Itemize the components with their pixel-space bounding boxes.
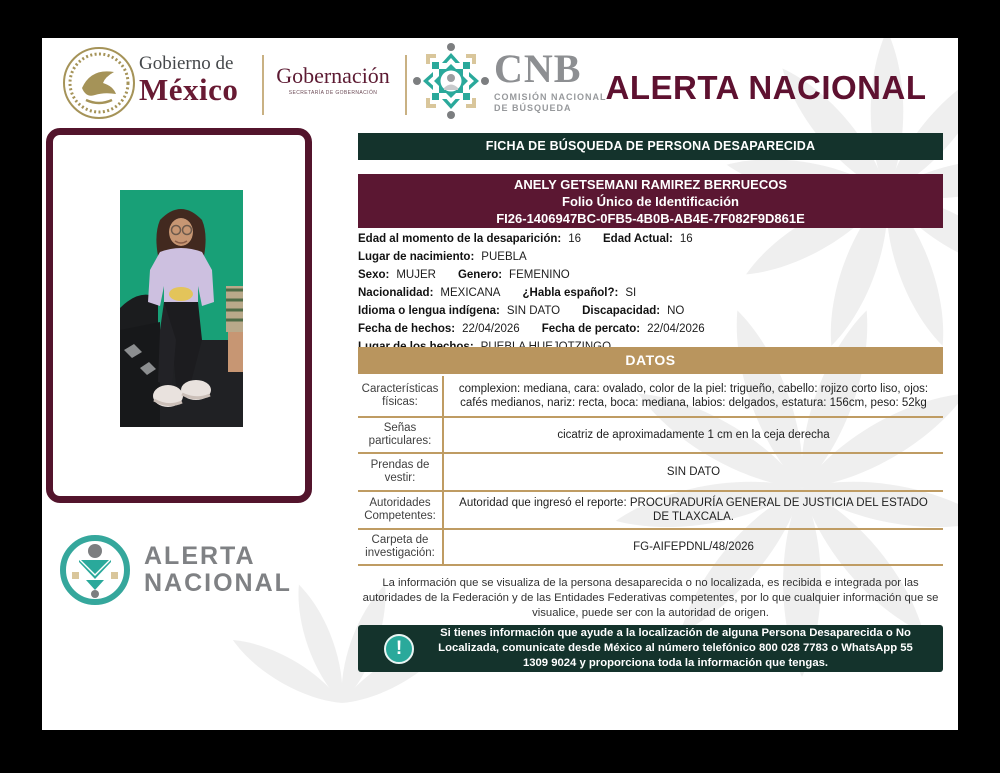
exclamation-icon: ! bbox=[384, 634, 414, 664]
folio-label: Folio Único de Identificación bbox=[562, 194, 739, 209]
field-label: Fecha de percato: bbox=[541, 323, 641, 335]
field-label: Nacionalidad: bbox=[358, 287, 434, 299]
row-label: Señas particulares: bbox=[358, 418, 444, 452]
field-label: Edad al momento de la desaparición: bbox=[358, 233, 562, 245]
field-label: Edad Actual: bbox=[603, 233, 673, 245]
table-row bbox=[358, 376, 943, 416]
field-label: Sexo: bbox=[358, 269, 390, 281]
field-value: NO bbox=[667, 305, 685, 317]
field-idioma bbox=[358, 302, 943, 320]
gobierno-line2: México bbox=[139, 72, 239, 107]
field-value: 16 bbox=[568, 233, 582, 245]
row-value: SIN DATO bbox=[666, 466, 721, 478]
field-sexo-genero bbox=[358, 266, 943, 284]
row-value: FG-AIFEPDNL/48/2026 bbox=[633, 541, 754, 553]
field-edad bbox=[358, 230, 943, 248]
field-label: Lugar de nacimiento: bbox=[358, 251, 475, 263]
ficha-banner: FICHA DE BÚSQUEDA DE PERSONA DESAPARECIDA bbox=[358, 133, 943, 160]
table-row bbox=[358, 528, 943, 564]
row-label: Características físicas: bbox=[358, 376, 444, 416]
field-fechas bbox=[358, 320, 943, 338]
field-nacimiento bbox=[358, 248, 943, 266]
row-label: Prendas de vestir: bbox=[358, 454, 444, 490]
person-name: ANELY GETSEMANI RAMIREZ BERRUECOS bbox=[513, 177, 788, 192]
gobierno-de-mexico-wordmark bbox=[139, 53, 238, 106]
row-label: Carpeta de investigación: bbox=[358, 530, 444, 564]
alerta-nacional-wordmark bbox=[144, 543, 314, 597]
field-value: MEXICANA bbox=[440, 287, 501, 299]
field-value: SIN DATO bbox=[506, 305, 561, 317]
field-value: 16 bbox=[679, 233, 693, 245]
alerta-nacional-logo-icon bbox=[57, 532, 133, 608]
field-value: SI bbox=[625, 287, 637, 299]
alerta-nacional-title: ALERTA NACIONAL bbox=[605, 69, 927, 106]
gobernacion-subtitle: SECRETARÍA DE GOBERNACIÓN bbox=[288, 90, 378, 96]
gobernacion-title: Gobernación bbox=[276, 63, 390, 88]
alerta-logo-line2: NACIONAL bbox=[144, 569, 292, 597]
header-divider bbox=[262, 55, 264, 115]
field-value: 22/04/2026 bbox=[647, 323, 705, 335]
header-divider bbox=[405, 55, 407, 115]
field-label: Idioma o lengua indígena: bbox=[358, 305, 500, 317]
row-label: Autoridades Competentes: bbox=[358, 492, 444, 528]
alerta-logo-line1: ALERTA bbox=[144, 542, 256, 570]
person-details bbox=[358, 230, 943, 356]
row-value: Autoridad que ingresó el reporte: PROCURADURÍA GENERAL DE JUSTICIA DEL ESTADO DE TLAXCALA. bbox=[459, 497, 928, 523]
datos-header: DATOS bbox=[358, 347, 943, 374]
cnb-subtitle-line2: DE BÚSQUEDA bbox=[494, 103, 572, 113]
table-row bbox=[358, 452, 943, 490]
field-value: FEMENINO bbox=[509, 269, 570, 281]
field-nacionalidad bbox=[358, 284, 943, 302]
cnb-acronym: CNB bbox=[494, 46, 582, 91]
datos-table bbox=[358, 376, 943, 566]
field-label: ¿Habla español?: bbox=[522, 287, 619, 299]
mexico-eagle-seal-icon bbox=[62, 46, 136, 120]
field-value: PUEBLA bbox=[481, 251, 527, 263]
person-banner bbox=[358, 174, 943, 228]
table-row bbox=[358, 490, 943, 528]
cnb-subtitle-line1: COMISIÓN NACIONAL bbox=[494, 92, 607, 102]
cnb-logo-icon bbox=[412, 42, 490, 120]
missing-person-photo bbox=[120, 190, 243, 427]
ficha-page bbox=[42, 38, 958, 730]
disclaimer-text: La información que se visualiza de la persona desaparecida o no localizada, es recibida e integrada por las autoridades de la Federación y de las Entidades Federativas competentes, por lo que cualquier información que se visualice, puede ser con la autoridad de origen. bbox=[362, 577, 939, 619]
gobernacion-wordmark bbox=[270, 64, 396, 96]
contact-banner bbox=[358, 625, 943, 672]
field-value: 22/04/2026 bbox=[462, 323, 520, 335]
row-value: cicatriz de aproximadamente 1 cm en la ceja derecha bbox=[557, 429, 830, 441]
field-label: Fecha de hechos: bbox=[358, 323, 456, 335]
row-value: complexion: mediana, cara: ovalado, color de la piel: trigueño, cabello: rojizo corto liso, ojos: cafés medianos, nariz: recta, boca: mediana, labios: delgados, estatura: 156cm, peso: 52kg bbox=[458, 383, 929, 409]
table-row bbox=[358, 416, 943, 452]
field-label: Genero: bbox=[457, 269, 503, 281]
field-value: MUJER bbox=[396, 269, 436, 281]
field-label: Discapacidad: bbox=[582, 305, 661, 317]
gobierno-line1: Gobierno de bbox=[139, 53, 234, 74]
folio-value: FI26-1406947BC-0FB5-4B0B-AB4E-7F082F9D861E bbox=[496, 211, 805, 226]
contact-text: Si tienes información que ayude a la localización de alguna Persona Desaparecida o No Localizada, comunicate desde México al número telefónico 800 028 7783 o WhatsApp 55 1309 9024 y proporciona toda la información que tengas. bbox=[438, 627, 913, 669]
